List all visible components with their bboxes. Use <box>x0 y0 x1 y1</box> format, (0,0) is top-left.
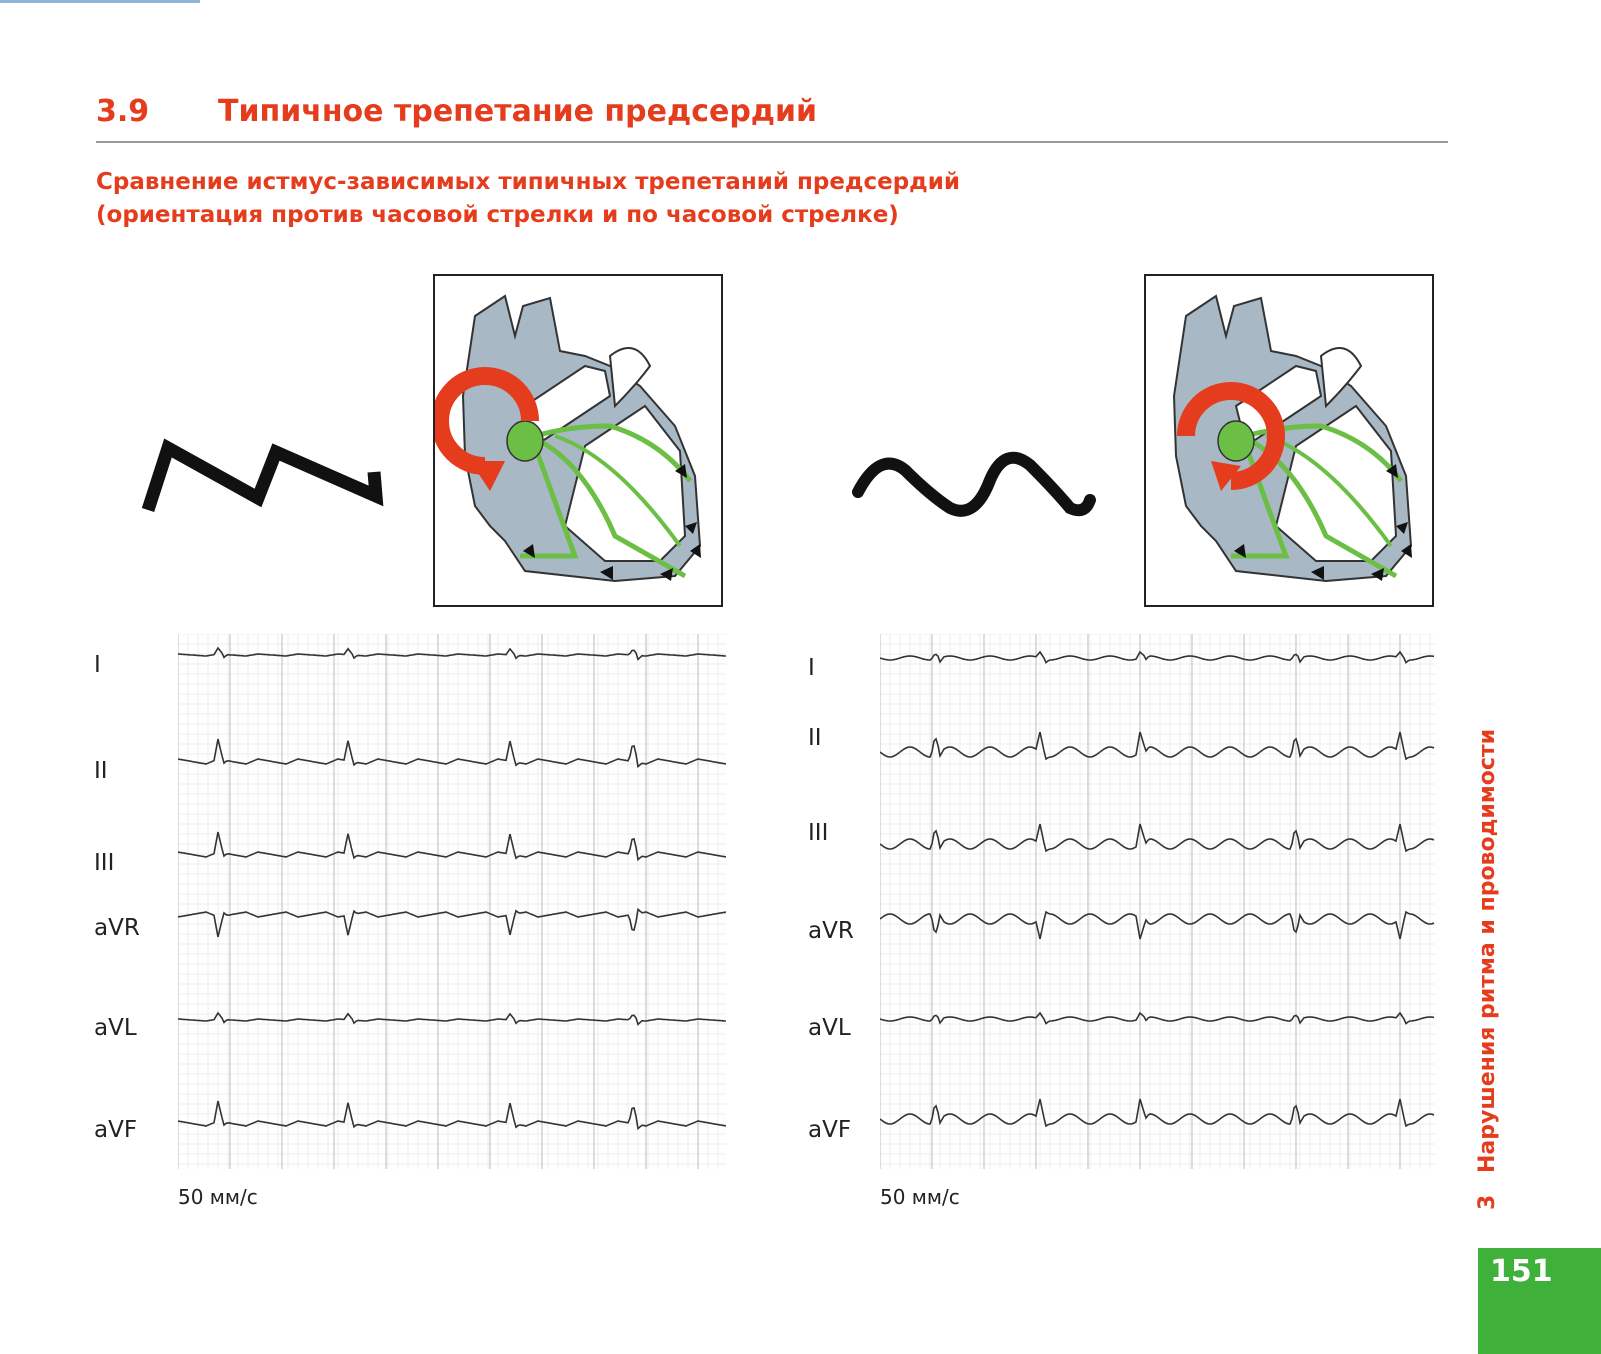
lead-label-aVF: aVF <box>94 1117 138 1143</box>
header-divider <box>96 141 1448 143</box>
heart-conduction-clockwise-icon <box>1146 276 1436 609</box>
figure-subtitle <box>96 166 1196 232</box>
lead-label-II: II <box>94 758 108 784</box>
lead-label-aVL: aVL <box>808 1015 851 1041</box>
section-number: 3.9 <box>96 94 150 129</box>
heart-diagram-counterclockwise <box>433 274 723 607</box>
heart-conduction-counterclockwise-icon <box>435 276 725 609</box>
paper-speed-label: 50 мм/с <box>880 1185 960 1209</box>
page-number-tab <box>1478 1248 1601 1354</box>
section-header <box>96 94 1448 142</box>
subtitle-line-2: (ориентация против часовой стрелки и по часовой стрелке) <box>96 202 899 228</box>
lead-label-aVR: aVR <box>94 915 140 941</box>
lead-label-III: III <box>94 850 115 876</box>
sawtooth-wave-icon <box>140 430 390 524</box>
section-title: Типичное трепетание предсердий <box>218 94 818 129</box>
sine-wave-icon <box>850 440 1100 524</box>
lead-label-II: II <box>808 725 822 751</box>
lead-label-aVL: aVL <box>94 1015 137 1041</box>
chapter-number: 3 <box>1475 1194 1500 1210</box>
lead-label-III: III <box>808 820 829 846</box>
chapter-sidebar <box>1475 729 1500 1210</box>
lead-label-aVR: aVR <box>808 918 854 944</box>
top-accent-line <box>0 0 200 3</box>
lead-label-I: I <box>808 655 815 681</box>
page-number: 151 <box>1490 1254 1553 1289</box>
ecg-strip-counterclockwise <box>178 634 726 1169</box>
paper-speed-label: 50 мм/с <box>178 1185 258 1209</box>
ecg-strip-clockwise <box>880 634 1435 1169</box>
lead-label-I: I <box>94 652 101 678</box>
subtitle-line-1: Сравнение истмус-зависимых типичных трепетаний предсердий <box>96 169 960 195</box>
lead-label-aVF: aVF <box>808 1117 852 1143</box>
heart-diagram-clockwise <box>1144 274 1434 607</box>
chapter-title: Нарушения ритма и проводимости <box>1475 728 1500 1174</box>
